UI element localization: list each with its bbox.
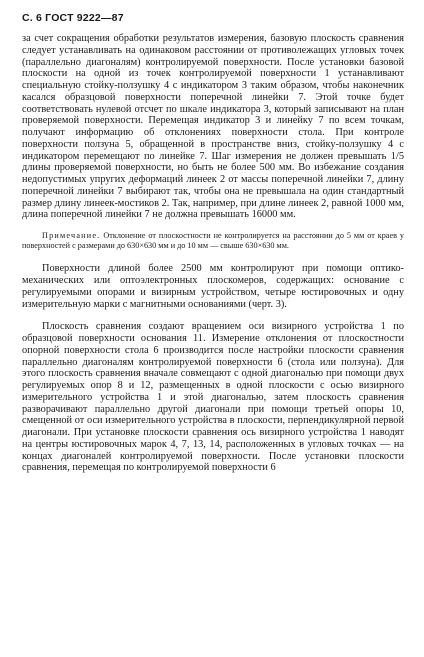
note-label: Примечание.: [42, 231, 101, 240]
note: [22, 231, 404, 251]
page-header: С. 6 ГОСТ 9222—87: [22, 12, 124, 24]
note-text: Отклонение от плоскостности не контролируется на расстоянии до 5 мм от краев у поверхностей с размерами до 630×630 мм и до 10 мм — свыше 630×630 мм.: [22, 231, 404, 251]
paragraph-2: Поверхности длиной более 2500 мм контролируют при помощи оптико-механических или оптоэлектронных плоскомеров, содержащих: основание с регулируемыми опорами и визирным устройством, четыре юстировочных и одну измерительную марки с магнитными основаниями (черт. 3).: [22, 263, 404, 310]
paragraph-3: Плоскость сравнения создают вращением оси визирного устройства 1 по образцовой поверхности основания 11. Измерение отклонения от плоскостности опорной поверхности стола 6 производится после настройки плоскости сравнения параллельно диагоналям контролируемой поверхности 6 (стола или ползуна). Для этого плоскость сравнения вначале совмещают с одной диагональю при помощи двух регулируемых опор 8 и 12, размещенных в одной плоскости с осью визирного измерительного устройства 1 и этой диагональю, затем плоскость сравнения разворачивают параллельно другой диагонали при помощи третьей опоры 10, смещенной от оси измерительного устройства в плоскости, перпендикулярной первой диагонали. При установке плоскости сравнения ось визирного устройства 1 наводят на центры юстировочных марок 4, 7, 13, 14, расположенных в угловых точках — на концах диагоналей контролируемой поверхности. После установки плоскости сравнения, перемещая по контролируемой поверхности 6: [22, 321, 404, 474]
paragraph-1: за счет сокращения обработки результатов измерения, базовую плоскость сравнения следует устанавливать на одинаковом расстоянии от противолежащих угловых точек (параллельно диагоналям) контролируемой поверхности. После установки базовой плоскости на одной из точек контролируемой поверхности 1 устанавливают специальную стойку-ползушку 4 с индикатором 3 таким образом, чтобы наконечник касался образцовой поверхности поперечной линейки 7. Этой точке будет соответствовать нулевой отсчет по шкале индикатора 3, который записывают на план проверяемой поверхности. Перемещая индикатор 3 и линейку 7 по всем точкам, получают информацию об отклонениях поверхности стола. При контроле поверхности ползуна 5, обращенной в пространстве вниз, стойку-ползушку 4 с индикатором перемещают по линейке 7. Шаг измерения не должен превышать 1/5 длины проверяемой поверхности, но быть не более 500 мм. Во избежание создания недопустимых упругих деформаций линеек 2 от массы поперечной линейки 7, длину поперечной линейки 7 выбирают так, чтобы она не превышала на один стандартный размер длину линеек-мостиков 2. Так, например, при длине линеек 2, равной 1000 мм, длина поперечной линейки 7 не должна превышать 16000 мм.: [22, 33, 404, 221]
